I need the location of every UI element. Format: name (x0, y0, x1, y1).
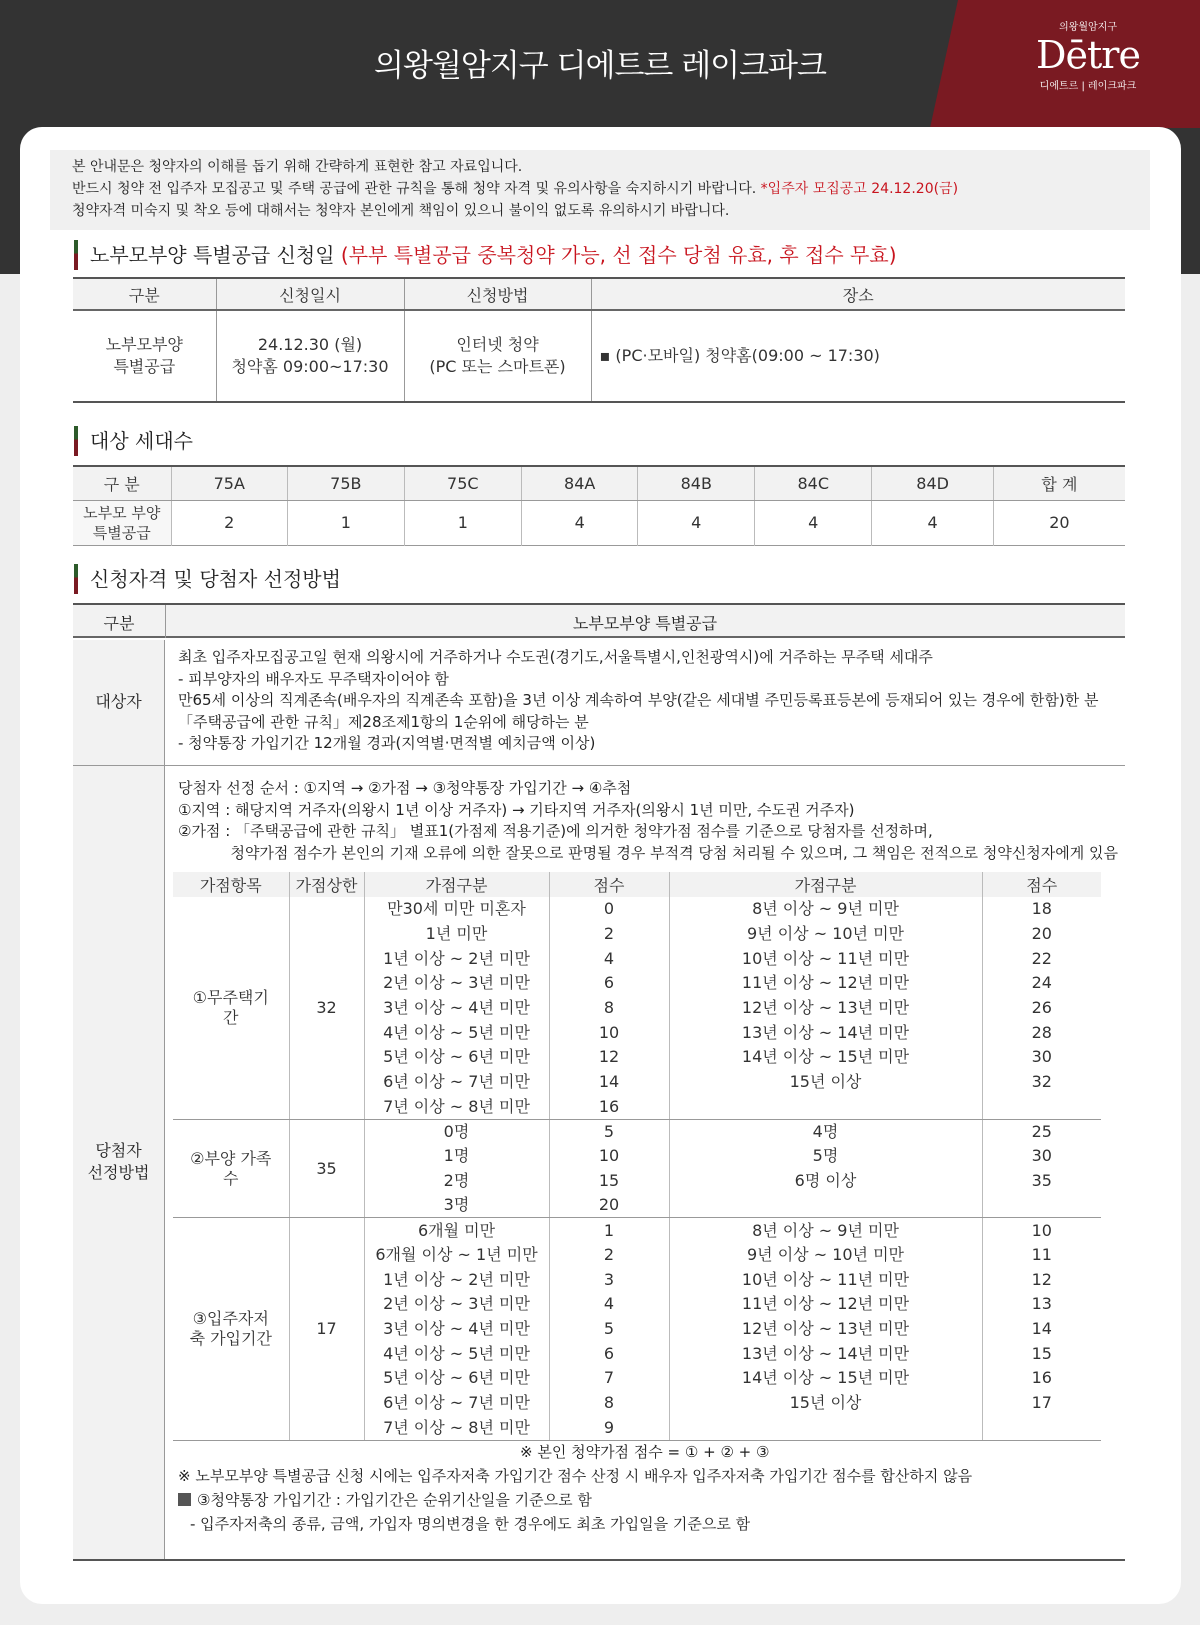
households-table (73, 465, 1125, 546)
section-title-application-date: 노부모부양 특별공급 신청일 (부부 특별공급 중복청약 가능, 선 접수 당첨 유효, 후 접수 무효) (74, 239, 897, 268)
notice-box (50, 150, 1150, 230)
table-header: 75B (288, 466, 405, 500)
score-value: 20 (549, 1193, 669, 1218)
application-date-table (73, 277, 1125, 403)
score-row (173, 897, 1101, 922)
score-value: 18 (1031, 899, 1052, 919)
table-header: 가점구분 (669, 872, 982, 897)
score-category: 1년 미만 (364, 922, 549, 947)
score-value: 10 (549, 1020, 669, 1045)
score-item-name: ①무주택기간 (173, 897, 289, 1119)
score-category: 3년 이상 ~ 4년 미만 (364, 996, 549, 1021)
score-value: 12 (549, 1045, 669, 1070)
score-category: 4명 (669, 1119, 982, 1144)
score-value: 15 (1031, 1343, 1052, 1363)
score-value: 10 (549, 1144, 669, 1169)
table-header: 가점항목 (173, 872, 289, 897)
score-category: 5년 이상 ~ 6년 미만 (364, 1045, 549, 1070)
row-divider (73, 765, 1125, 766)
target-label: 대상자 (73, 640, 165, 765)
household-count: 4 (638, 500, 755, 545)
score-value: 8 (549, 1391, 669, 1416)
score-category: 4년 이상 ~ 5년 미만 (364, 1020, 549, 1045)
score-value: 5 (549, 1119, 669, 1144)
target-line: - 피부양자의 배우자도 무주택자이어야 함 (178, 669, 449, 688)
section-title-qualification: 신청자격 및 당첨자 선정방법 (74, 563, 341, 592)
score-value: 16 (1031, 1368, 1052, 1388)
target-line: 만65세 이상의 직계존속(배우자의 직계존속 포함)을 3년 이상 계속하여 부양(같은 세대별 주민등록표등본에 등재되어 있는 경우에 한함)한 분 (178, 691, 1099, 709)
score-max: 35 (289, 1119, 364, 1218)
score-item-name: ②부양 가족수 (173, 1119, 289, 1218)
score-value: 11 (1031, 1244, 1052, 1264)
score-category: 만30세 미만 미혼자 (364, 897, 549, 922)
foot-note: ③청약통장 가입기간 : 가입기간은 순위기산일을 기준으로 함 (178, 1488, 592, 1512)
target-line: - 청약통장 가입기간 12개월 경과(지역별·면적별 예치금액 이상) (178, 734, 596, 752)
household-count: 1 (404, 500, 521, 545)
score-value: 30 (1031, 1047, 1052, 1067)
score-value: 10 (1031, 1220, 1052, 1240)
household-count: 1 (288, 500, 405, 545)
page-title: 의왕월암지구 디에트르 레이크파크 (374, 48, 826, 84)
table-header: 가점상한 (289, 872, 364, 897)
score-category: 5명 (669, 1144, 982, 1169)
table-header: 가점구분 (364, 872, 549, 897)
score-sum-note: ※ 본인 청약가점 점수 = ① + ② + ③ (520, 1443, 770, 1461)
score-category: 15년 이상 (669, 1070, 982, 1095)
score-value: 8 (549, 996, 669, 1021)
row-label: 노부모 부양 특별공급 (73, 500, 171, 545)
score-value: 14 (1031, 1319, 1052, 1339)
score-value: 28 (1031, 1022, 1052, 1042)
supply-type-cell: 노부모부양 특별공급 (73, 310, 216, 402)
foot-note: ※ 노부모부양 특별공급 신청 시에는 입주자저축 가입기간 점수 산정 시 배우자 입주자저축 가입기간 점수를 합산하지 않음 (178, 1467, 973, 1485)
score-value (982, 1095, 1101, 1120)
table-header: 합 계 (993, 466, 1125, 500)
score-value: 35 (1031, 1170, 1052, 1190)
score-category: 7년 이상 ~ 8년 미만 (364, 1095, 549, 1120)
score-category: 3년 이상 ~ 4년 미만 (364, 1317, 549, 1342)
logo-top-text: 의왕월암지구 (1059, 22, 1117, 33)
application-method-cell: 인터넷 청약 (PC 또는 스마트폰) (404, 310, 591, 402)
score-value: 25 (1031, 1121, 1052, 1141)
score-category: 8년 이상 ~ 9년 미만 (669, 1218, 982, 1243)
table-header: 노부모부양 특별공급 (572, 614, 718, 633)
score-value: 9 (549, 1415, 669, 1440)
score-category: 6명 이상 (669, 1169, 982, 1194)
score-category: 12년 이상 ~ 13년 미만 (669, 1317, 982, 1342)
score-value: 1 (549, 1218, 669, 1243)
score-category (669, 1193, 982, 1218)
target-line: 최초 입주자모집공고일 현재 의왕시에 거주하거나 수도권(경기도,서울특별시,인천광역시)에 거주하는 무주택 세대주 (178, 648, 933, 666)
score-value: 15 (549, 1169, 669, 1194)
score-category: 5년 이상 ~ 6년 미만 (364, 1366, 549, 1391)
section-title-red: (부부 특별공급 중복청약 가능, 선 접수 당첨 유효, 후 접수 무효) (340, 243, 897, 267)
score-category: 1년 이상 ~ 2년 미만 (364, 1267, 549, 1292)
score-category: 6년 이상 ~ 7년 미만 (364, 1070, 549, 1095)
score-value: 4 (549, 1292, 669, 1317)
score-category: 4년 이상 ~ 5년 미만 (364, 1341, 549, 1366)
household-count: 4 (521, 500, 638, 545)
score-value: 5 (549, 1317, 669, 1342)
score-category: 13년 이상 ~ 14년 미만 (669, 1341, 982, 1366)
notice-red-date: *입주자 모집공고 24.12.20(금) (756, 181, 959, 197)
score-category: 9년 이상 ~ 10년 미만 (669, 1243, 982, 1268)
score-value: 22 (1031, 948, 1052, 968)
method-line: 당첨자 선정 순서 : ①지역 → ②가점 → ③청약통장 가입기간 → ④추첨 (178, 779, 632, 797)
score-value: 0 (549, 897, 669, 922)
method-label: 당첨자 선정방법 (73, 766, 165, 1559)
score-category: 6년 이상 ~ 7년 미만 (364, 1391, 549, 1416)
score-category: 9년 이상 ~ 10년 미만 (669, 922, 982, 947)
table-header: 구분 (103, 614, 135, 633)
score-category (669, 1095, 982, 1120)
score-category: 7년 이상 ~ 8년 미만 (364, 1415, 549, 1440)
table-header: 신청일시 (216, 278, 404, 310)
score-value: 24 (1031, 973, 1052, 993)
table-header: 75C (404, 466, 521, 500)
table-header: 구분 (73, 278, 216, 310)
score-value: 17 (1031, 1393, 1052, 1413)
method-line: ①지역 : 해당지역 거주자(의왕시 1년 이상 거주자) → 기타지역 거주자(의왕시 1년 미만, 수도권 거주자) (178, 800, 855, 819)
score-value: 6 (549, 1341, 669, 1366)
score-category: 2년 이상 ~ 3년 미만 (364, 1292, 549, 1317)
score-category: 2년 이상 ~ 3년 미만 (364, 971, 549, 996)
household-count: 2 (171, 500, 288, 545)
square-bullet-icon (178, 1493, 191, 1506)
score-value: 7 (549, 1366, 669, 1391)
score-category: 1년 이상 ~ 2년 미만 (364, 946, 549, 971)
score-category: 15년 이상 (669, 1391, 982, 1416)
household-count: 4 (755, 500, 872, 545)
brand-logo (1008, 18, 1168, 92)
notice-line: 청약자격 미숙지 및 착오 등에 대해서는 청약자 본인에게 책임이 있으니 불이익 없도록 유의하시기 바랍니다. (72, 203, 730, 219)
score-category (669, 1415, 982, 1440)
score-value: 13 (1031, 1294, 1052, 1314)
notice-line: 반드시 청약 전 입주자 모집공고 및 주택 공급에 관한 규칙을 통해 청약 자격 및 유의사항을 숙지하시기 바랍니다. *입주자 모집공고 24.12.20(금) (72, 181, 959, 197)
score-value: 30 (1031, 1146, 1052, 1166)
score-value: 3 (549, 1267, 669, 1292)
table-header: 84C (755, 466, 872, 500)
table-header: 84A (521, 466, 638, 500)
score-category: 13년 이상 ~ 14년 미만 (669, 1020, 982, 1045)
table-header: 84B (638, 466, 755, 500)
table-header: 점수 (982, 872, 1101, 897)
score-value (982, 1193, 1101, 1218)
score-value: 14 (549, 1070, 669, 1095)
score-category: 3명 (364, 1193, 549, 1218)
qualification-table-header (73, 605, 1125, 638)
score-max: 32 (289, 897, 364, 1119)
notice-line: 본 안내문은 청약자의 이해를 돕기 위해 간략하게 표현한 참고 자료입니다. (72, 159, 523, 175)
household-count: 4 (872, 500, 993, 545)
score-category: 10년 이상 ~ 11년 미만 (669, 1267, 982, 1292)
score-value: 6 (549, 971, 669, 996)
score-category: 14년 이상 ~ 15년 미만 (669, 1366, 982, 1391)
score-value: 12 (1031, 1269, 1052, 1289)
method-line: 청약가점 점수가 본인의 기재 오류에 의한 잘못으로 판명될 경우 부적격 당첨 처리될 수 있으며, 그 책임은 전적으로 청약신청자에게 있음 (178, 843, 1118, 862)
score-category: 11년 이상 ~ 12년 미만 (669, 1292, 982, 1317)
score-table (173, 872, 1101, 1441)
score-category: 2명 (364, 1169, 549, 1194)
section-title-households: 대상 세대수 (74, 425, 193, 454)
score-value: 2 (549, 922, 669, 947)
application-place-cell: ▪ (PC·모바일) 청약홈(09:00 ~ 17:30) (599, 346, 880, 365)
table-header: 장소 (591, 278, 1125, 310)
score-category: 8년 이상 ~ 9년 미만 (669, 897, 982, 922)
score-category: 6개월 이상 ~ 1년 미만 (364, 1243, 549, 1268)
application-date-cell: 24.12.30 (월) 청약홈 09:00~17:30 (216, 310, 404, 402)
foot-note: - 입주자저축의 종류, 금액, 가입자 명의변경을 한 경우에도 최초 가입일을 기준으로 함 (190, 1515, 751, 1533)
score-value: 32 (1031, 1072, 1052, 1092)
score-value (982, 1415, 1101, 1440)
score-value: 20 (1031, 924, 1052, 944)
score-category: 0명 (364, 1119, 549, 1144)
score-category: 1명 (364, 1144, 549, 1169)
score-item-name: ③입주자저축 가입기간 (173, 1218, 289, 1440)
score-max: 17 (289, 1218, 364, 1440)
table-header: 신청방법 (404, 278, 591, 310)
score-value: 4 (549, 946, 669, 971)
score-row (173, 1218, 1101, 1243)
logo-wordmark: Dētre (1036, 33, 1140, 77)
header-divider (165, 605, 166, 638)
household-total: 20 (1049, 512, 1070, 532)
score-category: 10년 이상 ~ 11년 미만 (669, 946, 982, 971)
method-description (178, 778, 1118, 864)
score-category: 6개월 미만 (364, 1218, 549, 1243)
score-category: 12년 이상 ~ 13년 미만 (669, 996, 982, 1021)
score-value: 2 (549, 1243, 669, 1268)
score-category: 14년 이상 ~ 15년 미만 (669, 1045, 982, 1070)
score-category: 11년 이상 ~ 12년 미만 (669, 971, 982, 996)
logo-sub-text: 디에트르 | 레이크파크 (1039, 81, 1137, 92)
score-value: 26 (1031, 998, 1052, 1018)
target-description (178, 647, 1099, 755)
table-header: 75A (171, 466, 288, 500)
score-row (173, 1119, 1101, 1144)
method-line: ②가점 : 「주택공급에 관한 규칙」 별표1(가점제 적용기준)에 의거한 청약가점 점수를 기준으로 당첨자를 선정하며, (178, 822, 933, 840)
table-header: 점수 (549, 872, 669, 897)
score-value: 16 (549, 1095, 669, 1120)
target-line: 「주택공급에 관한 규칙」제28조제1항의 1순위에 해당하는 분 (178, 712, 589, 731)
table-header: 84D (872, 466, 993, 500)
table-header: 구 분 (73, 466, 171, 500)
